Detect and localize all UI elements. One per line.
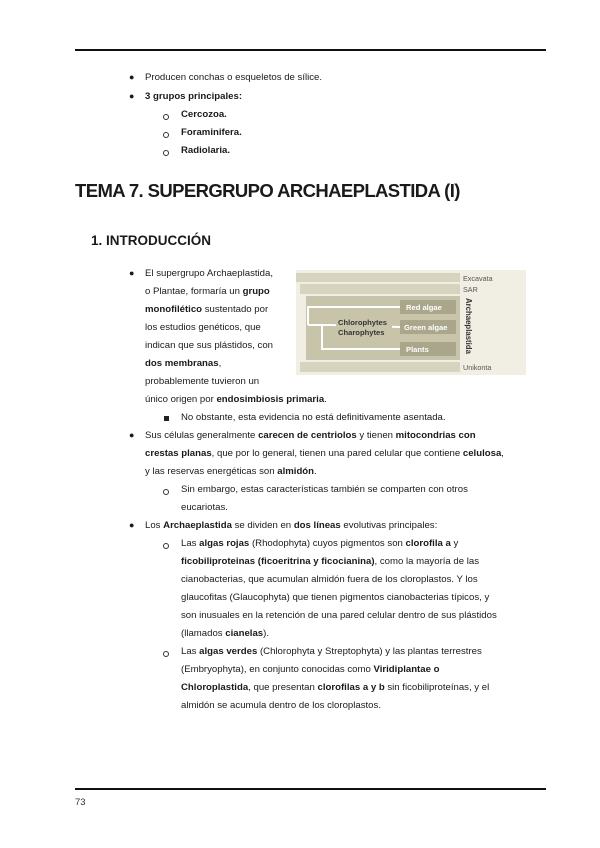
text-line: Sin embargo, estas características también se comparten con otros: [181, 484, 468, 495]
text-line: Sus células generalmente carecen de centriolos y tienen mitocondrias con: [145, 430, 476, 441]
text-line: único origen por endosimbiosis primaria.: [145, 394, 327, 405]
text-line: monofilético sustentado por: [145, 304, 269, 315]
unikonta-band: [300, 362, 460, 372]
header-rule: [75, 49, 546, 51]
sub-bullet: [163, 114, 169, 120]
excavata-label: Excavata: [463, 274, 493, 283]
text-line: y las reservas energéticas son almidón.: [145, 466, 317, 477]
bullet-dot: ●: [129, 430, 135, 440]
list-item: 3 grupos principales:: [145, 91, 243, 102]
bullet-dot: ●: [129, 91, 135, 101]
sub-bullet: [163, 132, 169, 138]
text-line: los estudios genéticos, que: [145, 322, 261, 333]
sub-bullet: [163, 651, 169, 657]
text-line: Los Archaeplastida se dividen en dos líneas evolutivas principales:: [145, 520, 438, 531]
phylogeny-figure: [296, 270, 526, 375]
text-line: Chloroplastida, que presentan clorofilas a y b sin ficobiliproteínas, y el: [181, 682, 490, 693]
unikonta-label: Unikonta: [463, 363, 492, 372]
charophytes-label: Charophytes: [338, 328, 385, 337]
sub-bullet: [163, 543, 169, 549]
text-line: son inusuales en la retención de una pared celular dentro de sus plástidos: [181, 610, 497, 621]
text-line: No obstante, esta evidencia no está definitivamente asentada.: [181, 412, 446, 423]
text-line: o Plantae, formaría un grupo: [145, 286, 270, 297]
plants-label: Plants: [406, 345, 429, 354]
section-heading: 1. INTRODUCCIÓN: [91, 233, 212, 248]
page-number: 73: [75, 797, 86, 808]
sar-band: [300, 284, 460, 294]
chapter-heading: TEMA 7. SUPERGRUPO ARCHAEPLASTIDA (I): [75, 180, 460, 201]
text-line: El supergrupo Archaeplastida,: [145, 268, 273, 279]
sar-label: SAR: [463, 285, 478, 294]
text-line: almidón se acumula dentro de los cloroplastos.: [181, 700, 381, 711]
square-bullet: [164, 416, 169, 421]
footer-rule: [75, 788, 546, 790]
list-item: Foraminifera.: [181, 127, 242, 138]
text-line: dos membranas,: [145, 358, 222, 369]
sub-bullet: [163, 489, 169, 495]
text-line: (llamados cianelas).: [181, 628, 270, 639]
bullet-dot: ●: [129, 520, 135, 530]
green-algae-label: Green algae: [404, 323, 448, 332]
text-line: indican que sus plástidos, con: [145, 340, 273, 351]
bullet-dot: ●: [129, 72, 135, 82]
text-line: probablemente tuvieron un: [145, 376, 260, 387]
text-line: Las algas verdes (Chlorophyta y Streptophyta) y las plantas terrestres: [181, 646, 482, 657]
list-item: Cercozoa.: [181, 109, 227, 120]
archaeplastida-label: Archaeplastida: [464, 298, 473, 354]
text-line: Las algas rojas (Rhodophyta) cuyos pigmentos son clorofila a y: [181, 538, 459, 549]
sub-bullet: [163, 150, 169, 156]
text-line: crestas planas, que por lo general, tienen una pared celular que contiene celulosa,: [145, 448, 504, 459]
text-line: ficobiliproteinas (ficoeritrina y ficocianina), como la mayoría de las: [181, 556, 480, 567]
text-line: cianobacterias, que acumulan almidón fuera de los cloroplastos. Y los: [181, 574, 478, 585]
excavata-band: [296, 273, 460, 282]
bullet-dot: ●: [129, 268, 135, 278]
chlorophytes-label: Chlorophytes: [338, 318, 387, 327]
text-line: (Embryophyta), en conjunto conocidas como Viridiplantae o: [181, 664, 440, 675]
list-item: Producen conchas o esqueletos de sílice.: [145, 72, 323, 83]
list-item: Radiolaria.: [181, 145, 231, 156]
text-line: glaucofitas (Glaucophyta) que tienen pigmentos cianobacterias típicos, y: [181, 592, 490, 603]
text-line: eucariotas.: [181, 502, 228, 513]
red-algae-label: Red algae: [406, 303, 442, 312]
